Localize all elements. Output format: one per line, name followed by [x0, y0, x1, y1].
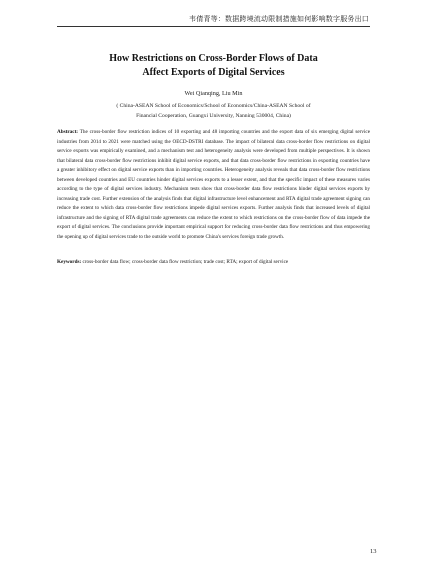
- keywords-text: cross-border data flow; cross-border data flow restriction; trade cost; RTA; export of digital service: [82, 259, 289, 265]
- paper-title-line-2: Affect Exports of Digital Services: [142, 67, 285, 78]
- paper-title-line-1: How Restrictions on Cross-Border Flows of Data: [109, 53, 318, 64]
- authors: Wei Qianqing, Liu Min: [184, 90, 243, 97]
- affiliation: [57, 102, 370, 121]
- keywords-label: Keywords:: [57, 259, 82, 265]
- abstract-text: The cross-border flow restriction indices of 10 exporting and 48 importing countries and the export data of six emerging digital service industries from 2014 to 2021 were matched using the OECD-DSTRI database. The impact of bilateral data cross-border flow restrictions on digital service exports was empirically examined, and a mechanism test and heterogeneity analysis were developed from multiple perspectives. It is shown that bilateral data cross-border flow restrictions inhibit digital service exports, and that data cross-border flow restrictions in exporting countries have a greater inhibitory effect on digital service exports than in importing countries. Heterogeneity analysis reveals that data cross-border flow restrictions between developed countries and EU countries hinder digital services exports to a lesser extent, and that the specific impact of these measures varies according to the type of digital services industry. Mechanism tests show that cross-border data flow restrictions hinder digital services exports by increasing trade cost. Further extension of the analysis finds that digital infrastructure level enhancement and RTA digital trade agreement signing can reduce the extent to which data cross-border flow restrictions impede digital services exports. Further analysis finds that increased levels of digital infrastructure and the signing of RTA digital trade agreements can reduce the extent to which restrictions on the cross-border flow of data impede the export of digital services. The conclusions provide important empirical support for reducing cross-border data flow restrictions and thus empowering the opening up of digital services trade to the outside world to promote China's services foreign trade growth.: [57, 129, 371, 240]
- page-number: 13: [370, 548, 377, 555]
- keywords: [57, 258, 370, 268]
- paper-title: [57, 52, 370, 80]
- affiliation-line-2: Financial Cooperation, Guangxi University, Nanning 530004, China): [136, 112, 291, 119]
- abstract-label: Abstract:: [57, 129, 79, 135]
- header-rule: [57, 26, 370, 27]
- affiliation-line-1: ( China-ASEAN School of Economics/School of Economics/China-ASEAN School of: [116, 103, 311, 109]
- running-header: 韦倩青等：数据跨境流动限制措施如何影响数字服务出口: [189, 15, 369, 23]
- abstract: [57, 128, 370, 242]
